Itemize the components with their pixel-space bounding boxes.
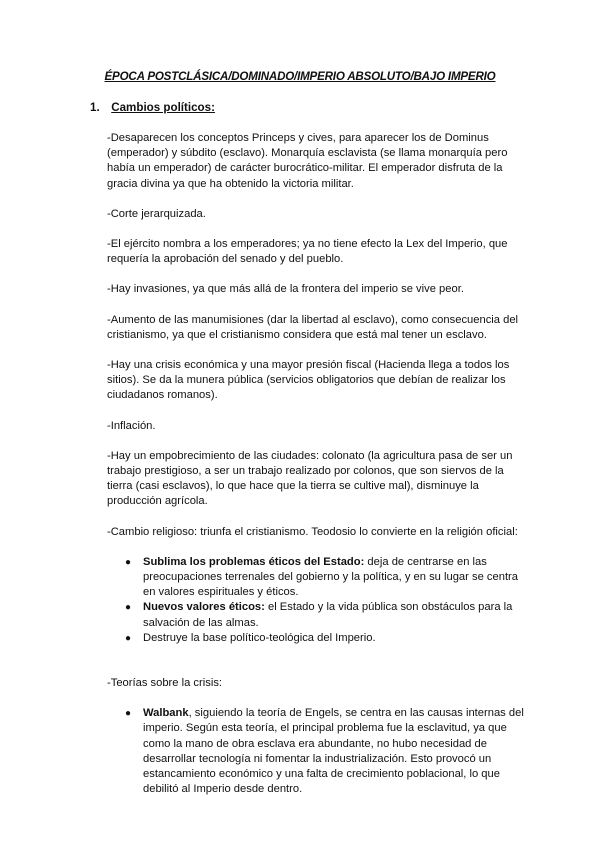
bullet-icon: ● — [125, 708, 132, 720]
religion-bullet-list — [107, 555, 527, 646]
bullet-icon: ● — [125, 632, 132, 644]
bullet-bold-text: Walbank — [143, 707, 189, 720]
paragraph: -El ejército nombra a los emperadores; ya no tiene efecto la Lex del Imperio, que requería la aprobación del senado y del pueblo. — [107, 238, 508, 266]
document-title: ÉPOCA POSTCLÁSICA/DOMINADO/IMPERIO ABSOLUTO/BAJO IMPERIO — [104, 70, 496, 83]
section-number: 1. — [90, 101, 100, 114]
paragraph: -Desaparecen los conceptos Princeps y cives, para aparecer los de Dominus (emperador) y súbdito (esclavo). Monarquía esclavista (se llama monarquía pero había un emperador) de carácter burocrático-militar. El emperador disfruta de la gracia divina ya que ha obtenido la victoria militar. — [107, 132, 508, 190]
paragraph: -Aumento de las manumisiones (dar la libertad al esclavo), como consecuencia del cristianismo, ya que el cristianismo considera que está mal tener un esclavo. — [107, 313, 519, 341]
paragraph: -Inflación. — [107, 419, 156, 432]
list-item — [125, 555, 527, 601]
list-item — [125, 631, 527, 646]
bullet-bold-text: Sublima los problemas éticos del Estado: — [143, 555, 365, 568]
bullet-icon: ● — [125, 556, 132, 568]
bullet-bold-text: Nuevos valores éticos: — [143, 601, 265, 614]
paragraph: -Hay invasiones, ya que más allá de la frontera del imperio se vive peor. — [107, 283, 464, 296]
bullet-icon: ● — [125, 602, 132, 614]
list-item — [125, 600, 527, 630]
paragraph: -Cambio religioso: triunfa el cristianismo. Teodosio lo convierte en la religión oficial: — [107, 525, 518, 538]
section-heading — [90, 101, 215, 114]
paragraph: -Hay una crisis económica y una mayor presión fiscal (Hacienda llega a todos los sitios). Se da la munera pública (servicios obligatorios que debían de realizar los ciudadanos romanos). — [107, 359, 510, 402]
paragraph: -Hay un empobrecimiento de las ciudades: colonato (la agricultura pasa de ser un trabajo prestigioso, a ser un trabajo realizado por colonos, que son siervos de la tierra (casi esclavos), lo que hace que la tierra se cultive mal), disminuye la producción agrícola. — [107, 449, 513, 508]
bullet-text: , siguiendo la teoría de Engels, se centra en las causas internas del imperio. Según esta teoría, el principal problema fue la esclavitud, ya que como la mano de obra esclava era abundante, no hubo necesidad de desarrollar tecnología ni fomentar la industrialización. Esto provocó un estancamiento económico y una falta de crecimiento poblacional, lo que debilitó al Imperio desde dentro. — [143, 707, 524, 796]
section-label: Cambios políticos: — [111, 101, 215, 114]
spacer — [107, 661, 527, 676]
paragraph: -Corte jerarquizada. — [107, 207, 206, 220]
document-body — [107, 131, 527, 813]
theories-bullet-list — [107, 706, 527, 797]
list-item — [125, 706, 527, 797]
bullet-text: el Estado y la vida pública son obstáculos para la salvación de las almas. — [143, 601, 513, 629]
bullet-text: Destruye la base político-teológica del Imperio. — [143, 631, 376, 644]
bullet-text: deja de centrarse en las preocupaciones terrenales del gobierno y la política, y en su lugar se centra en valores espirituales y éticos. — [143, 555, 519, 599]
paragraph: -Teorías sobre la crisis: — [107, 677, 223, 690]
